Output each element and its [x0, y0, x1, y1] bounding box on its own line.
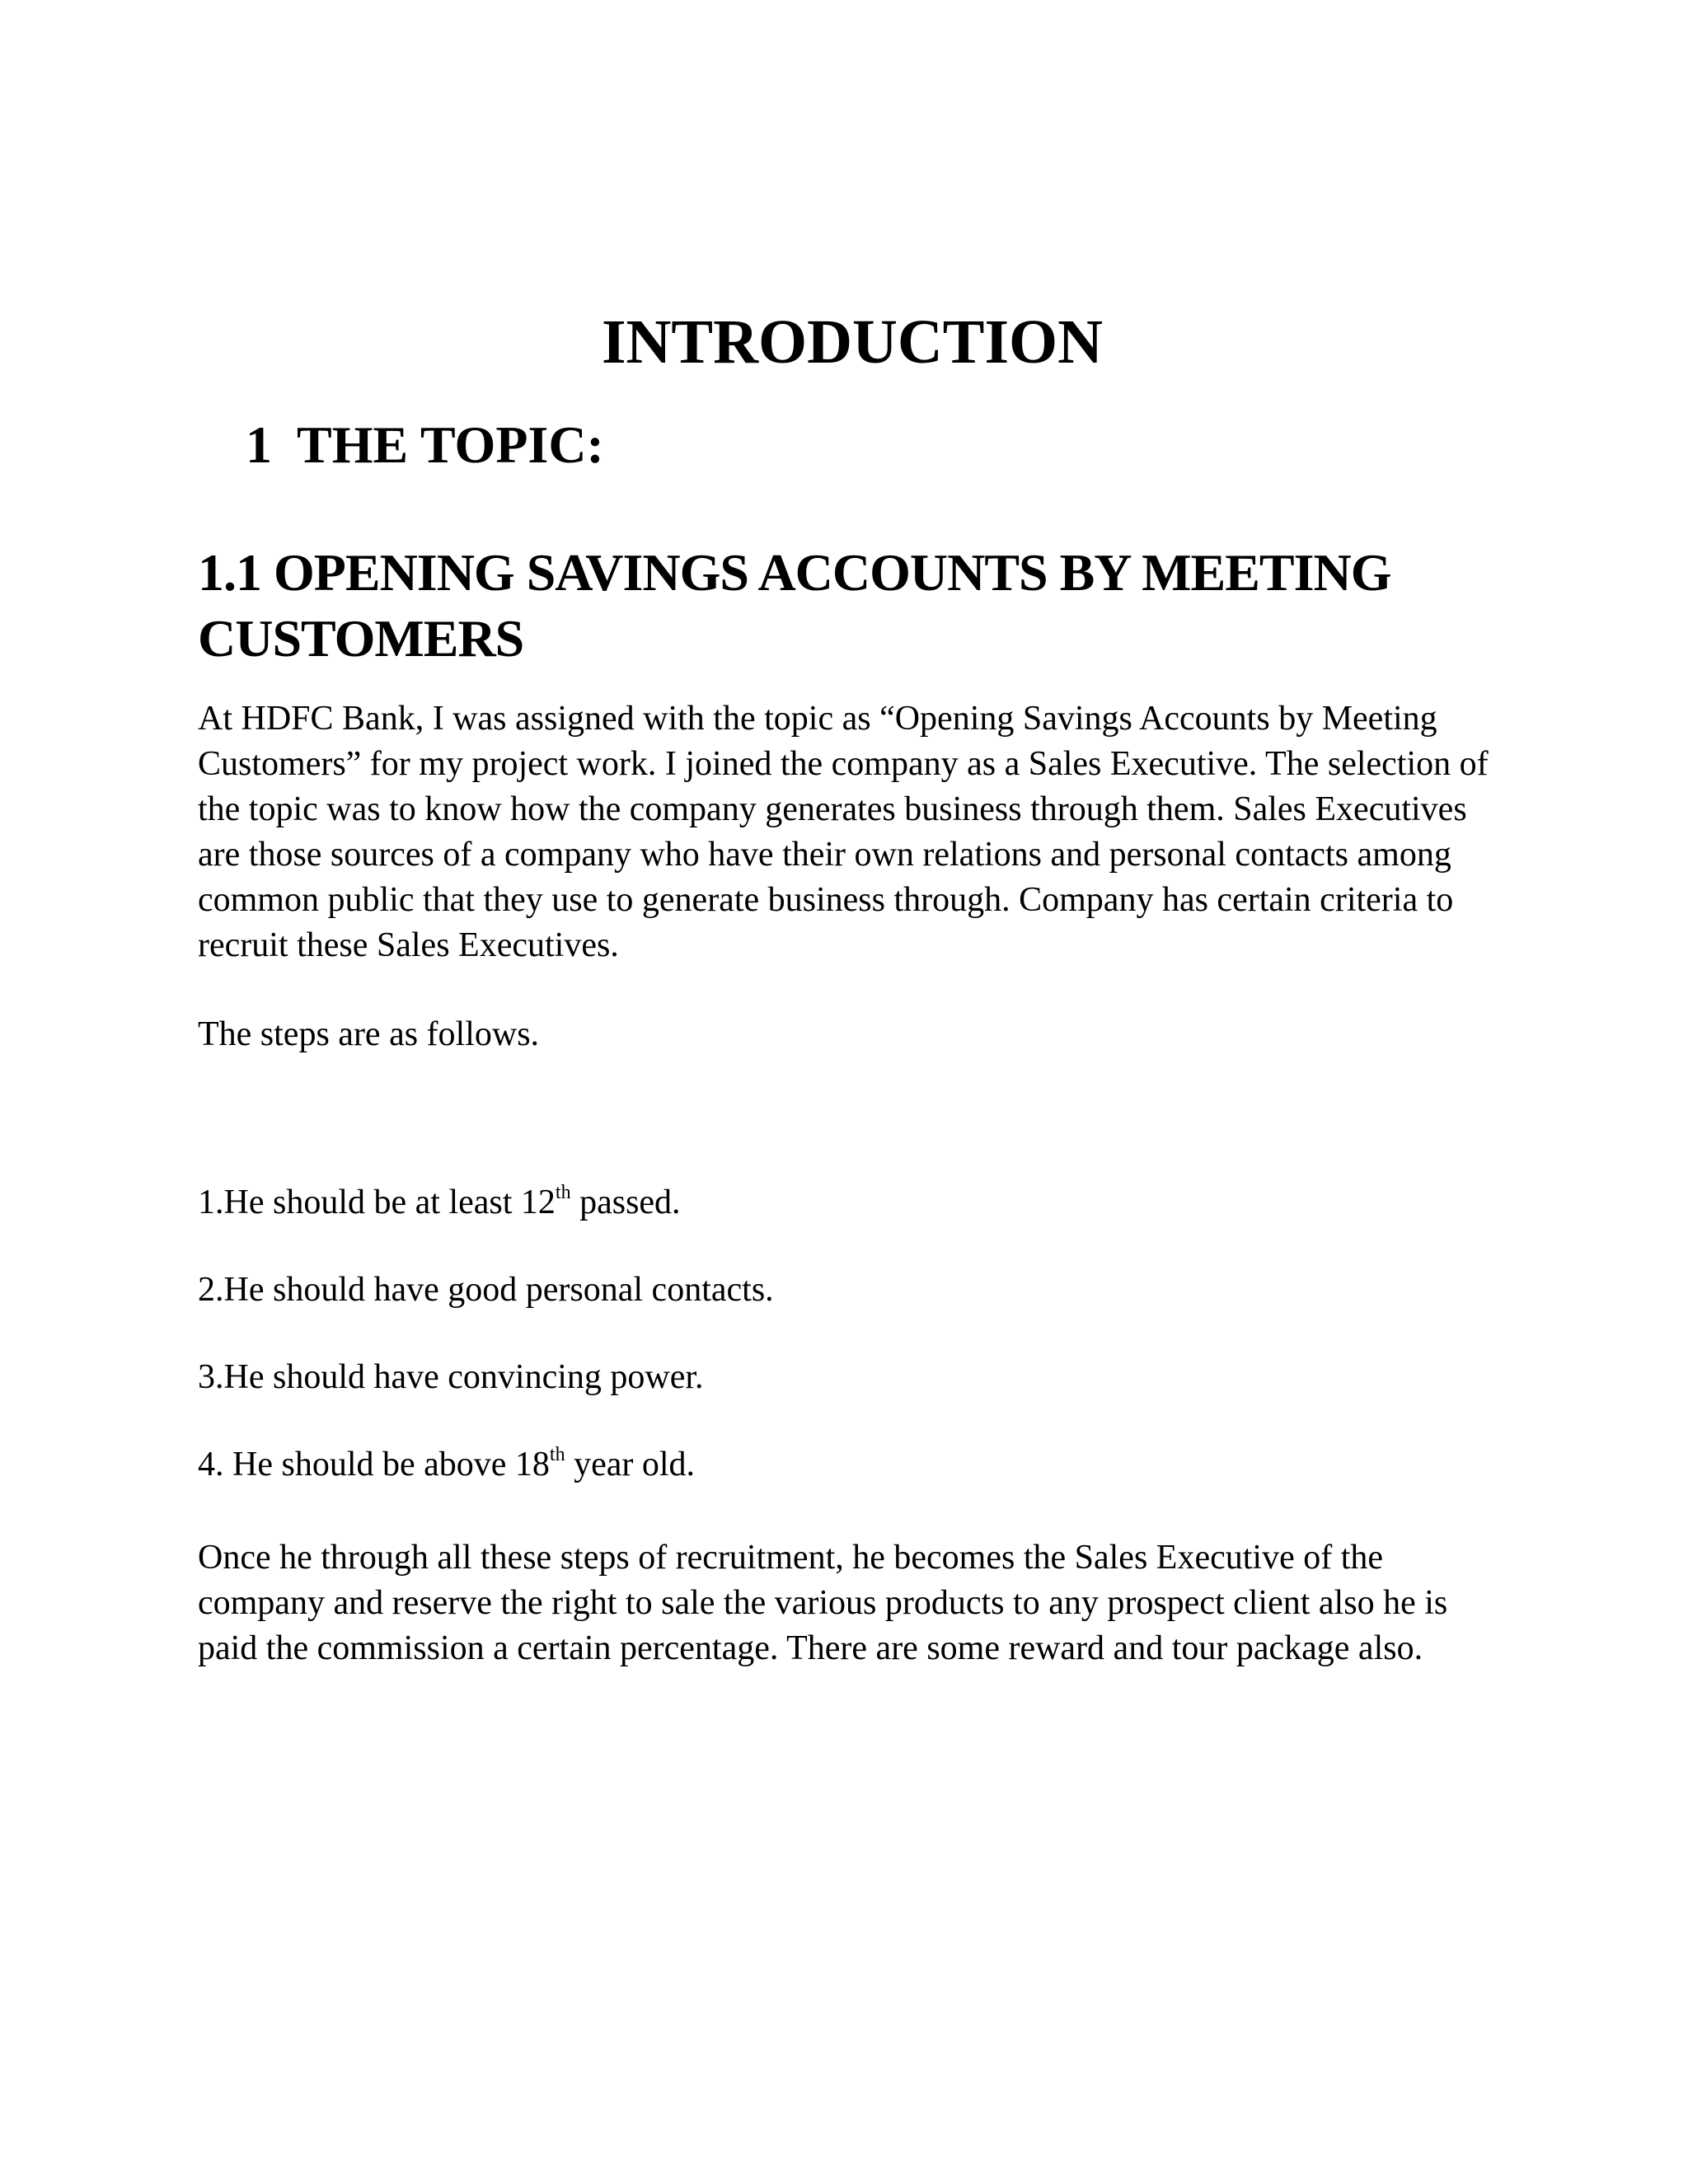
topic-heading-number: 1: [246, 415, 272, 474]
topic-heading-label: THE TOPIC:: [297, 415, 604, 474]
step-item-3: 3.He should have convincing power.: [198, 1358, 704, 1396]
step-item-4-suffix: year old.: [565, 1446, 696, 1483]
steps-intro: The steps are as follows.: [198, 1015, 540, 1053]
step-item-1-text: 1.He should be at least 12: [198, 1183, 556, 1221]
page-title: INTRODUCTION: [601, 307, 1104, 377]
step-item-2: 2.He should have good personal contacts.: [198, 1271, 774, 1309]
step-item-4: [198, 1442, 1500, 1488]
section-subheading: 1.1 OPENING SAVINGS ACCOUNTS BY MEETING CUSTOMERS: [198, 543, 1391, 668]
conclusion-paragraph: Once he through all these steps of recruitment, he becomes the Sales Executive of the company and reserve the right to sale the various products to any prospect client also he is paid the commission a certain percentage. There are some reward and tour package also.: [198, 1539, 1448, 1667]
step-item-1-superscript: th: [555, 1182, 571, 1203]
step-item-4-superscript: th: [549, 1444, 565, 1465]
intro-paragraph: At HDFC Bank, I was assigned with the topic as “Opening Savings Accounts by Meeting Customers” for my project work. I joined the company as a Sales Executive. The selection of the topic was to know how the company generates business through them. Sales Executives are those sources of a company who have their own relations and personal contacts among common public that they use to generate business through. Company has certain criteria to recruit these Sales Executives.: [198, 700, 1489, 964]
step-item-1: [198, 1180, 1500, 1226]
topic-heading: [246, 412, 604, 478]
step-item-1-suffix: passed.: [570, 1183, 681, 1221]
step-item-4-text: 4. He should be above 18: [198, 1446, 550, 1483]
